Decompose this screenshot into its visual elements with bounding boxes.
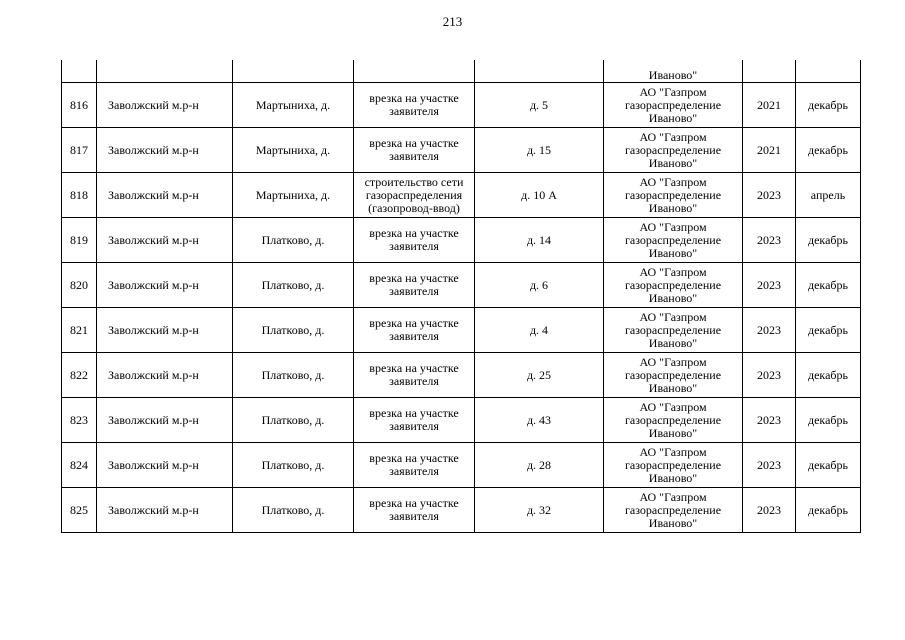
cell-locality: Платково, д. xyxy=(233,488,354,533)
cell-year: 2023 xyxy=(743,398,796,443)
cell-locality: Платково, д. xyxy=(233,443,354,488)
cell-address: д. 10 А xyxy=(475,173,604,218)
cell-work: строительство сети газораспределения (газопровод-ввод) xyxy=(354,173,475,218)
cell-org: АО "Газпром газораспределение Иваново" xyxy=(604,128,743,173)
table-row xyxy=(62,308,861,353)
cell-num: 818 xyxy=(62,173,97,218)
cell-month: декабрь xyxy=(796,398,861,443)
cell-work: врезка на участке заявителя xyxy=(354,488,475,533)
cell-num: 823 xyxy=(62,398,97,443)
cell-work: врезка на участке заявителя xyxy=(354,398,475,443)
cell-district: Заволжский м.р-н xyxy=(97,443,233,488)
cell-org: АО "Газпром газораспределение Иваново" xyxy=(604,83,743,128)
gas-connection-table xyxy=(61,60,861,533)
cell-district: Заволжский м.р-н xyxy=(97,398,233,443)
cell-work: врезка на участке заявителя xyxy=(354,218,475,263)
cell-work: врезка на участке заявителя xyxy=(354,128,475,173)
cell-locality: Платково, д. xyxy=(233,398,354,443)
table-row xyxy=(62,398,861,443)
cell-address: д. 43 xyxy=(475,398,604,443)
cell-org: АО "Газпром газораспределение Иваново" xyxy=(604,308,743,353)
cell-address xyxy=(475,60,604,83)
cell-org: АО "Газпром газораспределение Иваново" xyxy=(604,263,743,308)
cell-address: д. 4 xyxy=(475,308,604,353)
cell-address: д. 28 xyxy=(475,443,604,488)
table-row xyxy=(62,173,861,218)
cell-address: д. 5 xyxy=(475,83,604,128)
cell-num: 824 xyxy=(62,443,97,488)
table-row xyxy=(62,443,861,488)
cell-locality: Платково, д. xyxy=(233,308,354,353)
cell-num: 817 xyxy=(62,128,97,173)
cell-year: 2023 xyxy=(743,488,796,533)
cell-district: Заволжский м.р-н xyxy=(97,83,233,128)
cell-year: 2023 xyxy=(743,218,796,263)
cell-locality: Мартыниха, д. xyxy=(233,173,354,218)
cell-locality xyxy=(233,60,354,83)
table-row xyxy=(62,488,861,533)
cell-org: АО "Газпром газораспределение Иваново" xyxy=(604,488,743,533)
cell-month: декабрь xyxy=(796,128,861,173)
cell-district: Заволжский м.р-н xyxy=(97,263,233,308)
cell-year: 2023 xyxy=(743,353,796,398)
table-row xyxy=(62,218,861,263)
cell-year: 2021 xyxy=(743,128,796,173)
cell-org: АО "Газпром газораспределение Иваново" xyxy=(604,443,743,488)
cell-year: 2023 xyxy=(743,308,796,353)
cell-org: Иваново" xyxy=(604,60,743,83)
cell-work xyxy=(354,60,475,83)
cell-district: Заволжский м.р-н xyxy=(97,128,233,173)
continuation-row xyxy=(62,60,861,83)
cell-num: 822 xyxy=(62,353,97,398)
cell-year: 2023 xyxy=(743,173,796,218)
page-number: 213 xyxy=(442,14,463,29)
cell-num: 821 xyxy=(62,308,97,353)
cell-org: АО "Газпром газораспределение Иваново" xyxy=(604,218,743,263)
cell-district: Заволжский м.р-н xyxy=(97,218,233,263)
cell-locality: Мартыниха, д. xyxy=(233,128,354,173)
cell-month: декабрь xyxy=(796,443,861,488)
cell-month: декабрь xyxy=(796,353,861,398)
cell-month xyxy=(796,60,861,83)
cell-locality: Платково, д. xyxy=(233,263,354,308)
cell-district xyxy=(97,60,233,83)
cell-year: 2021 xyxy=(743,83,796,128)
cell-address: д. 15 xyxy=(475,128,604,173)
cell-address: д. 25 xyxy=(475,353,604,398)
cell-year: 2023 xyxy=(743,443,796,488)
cell-work: врезка на участке заявителя xyxy=(354,263,475,308)
cell-num: 825 xyxy=(62,488,97,533)
cell-work: врезка на участке заявителя xyxy=(354,308,475,353)
cell-month: декабрь xyxy=(796,218,861,263)
cell-address: д. 32 xyxy=(475,488,604,533)
cell-month: декабрь xyxy=(796,308,861,353)
cell-locality: Платково, д. xyxy=(233,353,354,398)
cell-work: врезка на участке заявителя xyxy=(354,83,475,128)
cell-month: декабрь xyxy=(796,488,861,533)
cell-num: 819 xyxy=(62,218,97,263)
cell-work: врезка на участке заявителя xyxy=(354,443,475,488)
cell-district: Заволжский м.р-н xyxy=(97,173,233,218)
cell-num: 820 xyxy=(62,263,97,308)
cell-district: Заволжский м.р-н xyxy=(97,353,233,398)
cell-org: АО "Газпром газораспределение Иваново" xyxy=(604,398,743,443)
cell-year xyxy=(743,60,796,83)
cell-locality: Мартыниха, д. xyxy=(233,83,354,128)
cell-district: Заволжский м.р-н xyxy=(97,308,233,353)
cell-year: 2023 xyxy=(743,263,796,308)
cell-district: Заволжский м.р-н xyxy=(97,488,233,533)
table-row xyxy=(62,353,861,398)
table-row xyxy=(62,128,861,173)
table-row xyxy=(62,263,861,308)
cell-address: д. 6 xyxy=(475,263,604,308)
cell-month: декабрь xyxy=(796,83,861,128)
cell-work: врезка на участке заявителя xyxy=(354,353,475,398)
cell-org: АО "Газпром газораспределение Иваново" xyxy=(604,353,743,398)
cell-month: апрель xyxy=(796,173,861,218)
cell-num: 816 xyxy=(62,83,97,128)
cell-month: декабрь xyxy=(796,263,861,308)
cell-locality: Платково, д. xyxy=(233,218,354,263)
table-row xyxy=(62,83,861,128)
cell-org: АО "Газпром газораспределение Иваново" xyxy=(604,173,743,218)
cell-num xyxy=(62,60,97,83)
cell-address: д. 14 xyxy=(475,218,604,263)
